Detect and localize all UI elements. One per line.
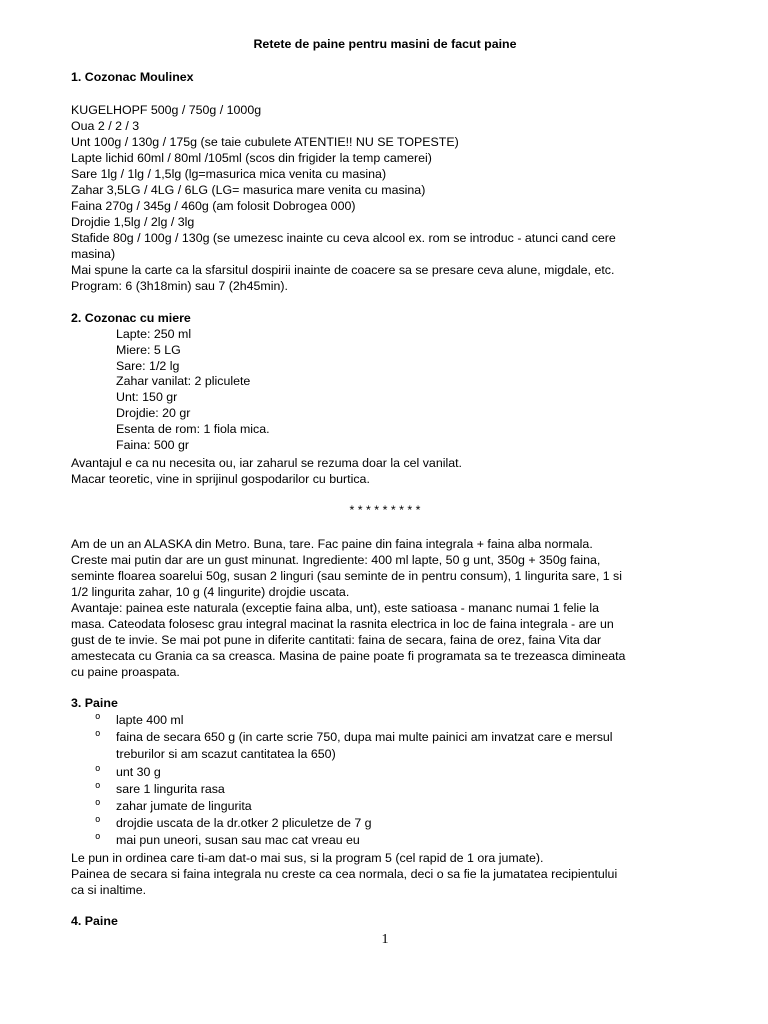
bullet-text: faina de secara 650 g (in carte scrie 750, dupa mai multe painici am invatzat care e mersul treburilor si am scazut cantitatea la 650)	[116, 730, 613, 761]
bullet-text: unt 30 g	[116, 765, 161, 779]
text-line: Sare 1lg / 1lg / 1,5lg (lg=masurica mica venita cu masina)	[71, 167, 387, 181]
alaska-paragraph-2	[71, 600, 701, 680]
section-heading-cozonac-moulinex: 1. Cozonac Moulinex	[71, 70, 194, 84]
text-line: ca si inaltime.	[71, 883, 147, 897]
ingredient-item: Drojdie: 20 gr	[116, 405, 191, 420]
text-line: Program: 6 (3h18min) sau 7 (2h45min).	[71, 279, 288, 293]
text-line: Avantajul e ca nu necesita ou, iar zaharul se rezuma doar la cel vanilat.	[71, 456, 462, 470]
alaska-paragraph-1	[71, 536, 701, 600]
text-line: gust de te invie. Se mai pot pune in diferite cantitati: faina de secara, faina de orez, faina Vita dar	[71, 633, 602, 647]
bullet-text: lapte 400 ml	[116, 713, 184, 727]
text-line: seminte floarea soarelui 50g, susan 2 linguri (sau seminte de in pentru consum), 1 lingurita sare, 1 si	[71, 569, 622, 583]
bullet-item	[95, 729, 655, 762]
text-line: Le pun in ordinea care ti-am dat-o mai sus, si la program 5 (cel rapid de 1 ora jumate).	[71, 851, 544, 865]
bullet-item	[95, 798, 695, 815]
text-line: 1/2 lingurita zahar, 10 g (4 lingurite) drojdie uscata.	[71, 585, 350, 599]
ingredient-item: Esenta de rom: 1 fiola mica.	[116, 421, 270, 436]
text-line: Macar teoretic, vine in sprijinul gospodarilor cu burtica.	[71, 472, 370, 486]
bullet-text: zahar jumate de lingurita	[116, 799, 252, 813]
bullet-marker: o	[95, 832, 101, 842]
text-line: Avantaje: painea este naturala (exceptie faina alba, unt), este satioasa - mananc numai 1 felie la	[71, 601, 600, 615]
bullet-marker: o	[95, 815, 101, 825]
bullet-item	[95, 832, 695, 849]
bullet-item	[95, 764, 695, 781]
text-line: Faina 270g / 345g / 460g (am folosit Dobrogea 000)	[71, 199, 356, 213]
bullet-text: sare 1 lingurita rasa	[116, 782, 225, 796]
text-line: Drojdie 1,5lg / 2lg / 3lg	[71, 215, 195, 229]
bullet-item	[95, 781, 695, 798]
ingredient-item: Lapte: 250 ml	[116, 327, 192, 341]
bullet-marker: o	[95, 781, 101, 791]
section-paine-3-notes	[71, 850, 701, 898]
bullet-item	[95, 815, 695, 832]
separator-stars: * * * * * * * * *	[349, 503, 421, 517]
text-line: Creste mai putin dar are un gust minunat. Ingrediente: 400 ml lapte, 50 g unt, 350g + 350g faina,	[71, 553, 601, 567]
text-line: Lapte lichid 60ml / 80ml /105ml (scos din frigider la temp camerei)	[71, 151, 432, 165]
ingredient-item: Zahar vanilat: 2 pliculete	[116, 374, 251, 389]
bullet-marker: o	[95, 764, 101, 774]
section-cozonac-moulinex-body	[71, 102, 701, 294]
text-line: Zahar 3,5LG / 4LG / 6LG (LG= masurica mare venita cu masina)	[71, 183, 426, 197]
document-title: Retete de paine pentru masini de facut paine	[253, 37, 517, 51]
section-heading-paine-4: 4. Paine	[71, 914, 118, 928]
text-line: cu paine proaspata.	[71, 665, 180, 679]
ingredient-item: Faina: 500 gr	[116, 437, 190, 452]
text-line: masina)	[71, 247, 116, 261]
ingredient-item: Unt: 150 gr	[116, 390, 178, 405]
section-heading-paine-3: 3. Paine	[71, 696, 118, 710]
text-line: Painea de secara si faina integrala nu creste ca cea normala, deci o sa fie la jumatatea recipientului	[71, 867, 618, 881]
bullet-text: mai pun uneori, susan sau mac cat vreau eu	[116, 833, 360, 847]
ingredient-item: Sare: 1/2 lg	[116, 358, 180, 373]
bullet-text: drojdie uscata de la dr.otker 2 pliculetze de 7 g	[116, 816, 372, 830]
bullet-marker: o	[95, 712, 101, 722]
text-line: amestecata cu Grania ca sa creasca. Masina de paine poate fi programata sa te trezeasca dimineata	[71, 649, 626, 663]
section-heading-cozonac-cu-miere: 2. Cozonac cu miere	[71, 311, 191, 325]
bullet-marker: o	[95, 798, 101, 808]
page-number: 1	[381, 932, 389, 947]
text-line: KUGELHOPF 500g / 750g / 1000g	[71, 103, 262, 117]
bullet-item	[95, 712, 695, 729]
ingredient-item: Miere: 5 LG	[116, 342, 181, 357]
text-line: Stafide 80g / 100g / 130g (se umezesc inainte cu ceva alcool ex. rom se introduc - atunci cand cere	[71, 231, 616, 245]
ingredient-list	[116, 327, 270, 453]
text-line: Oua 2 / 2 / 3	[71, 119, 140, 133]
bullet-marker: o	[95, 729, 101, 739]
text-line: Am de un an ALASKA din Metro. Buna, tare. Fac paine din faina integrala + faina alba normala.	[71, 537, 593, 551]
text-line: Mai spune la carte ca la sfarsitul dospirii inainte de coacere sa se presare ceva alune, migdale, etc.	[71, 263, 615, 277]
text-line: Unt 100g / 130g / 175g (se taie cubulete ATENTIE!! NU SE TOPESTE)	[71, 135, 459, 149]
section-cozonac-cu-miere-notes	[71, 455, 701, 487]
text-line: masa. Cateodata folosesc grau integral macinat la rasnita electrica in loc de faina integrala - are un	[71, 617, 614, 631]
